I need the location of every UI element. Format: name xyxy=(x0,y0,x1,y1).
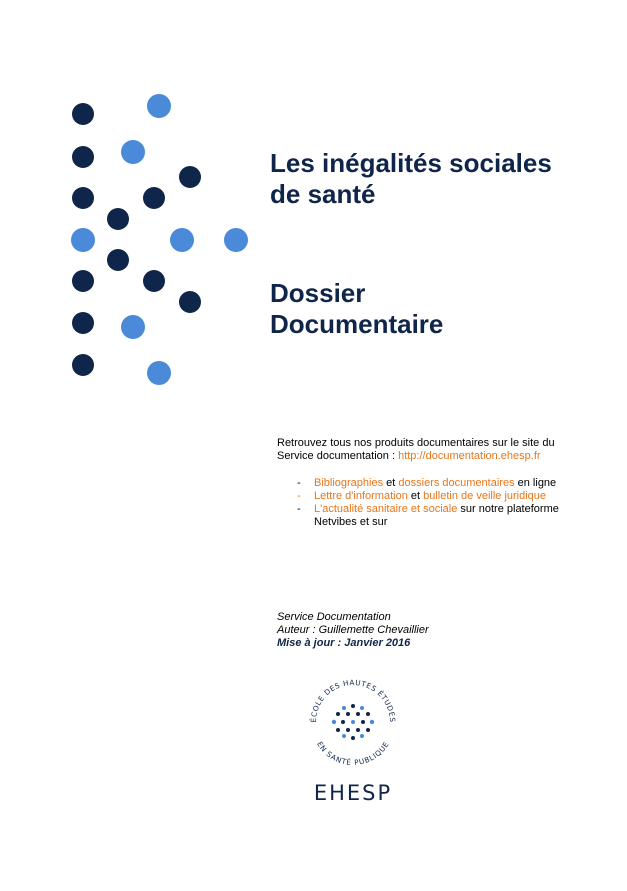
dot xyxy=(72,146,94,168)
document-meta xyxy=(277,611,607,650)
dot xyxy=(121,315,145,339)
dot xyxy=(179,291,201,313)
dot xyxy=(72,187,94,209)
dot xyxy=(107,249,129,271)
title-line-2: de santé xyxy=(270,179,376,209)
list-text: et xyxy=(407,490,424,502)
list-text: en ligne xyxy=(514,477,557,489)
update-date: Mise à jour : Janvier 2016 xyxy=(277,637,411,649)
dossiers-documentaires-link[interactable]: dossiers documentaires xyxy=(398,477,515,489)
list-text: Netvibes et sur xyxy=(314,516,388,528)
decorative-dot-pattern xyxy=(0,0,270,400)
intro-text xyxy=(277,437,607,463)
actualite-link[interactable]: L'actualité sanitaire et sociale xyxy=(314,503,458,515)
lettre-information-link[interactable]: Lettre d'information xyxy=(314,490,408,502)
service-name: Service Documentation xyxy=(277,611,391,623)
document-subtitle xyxy=(270,278,610,340)
document-title xyxy=(270,148,610,210)
list-text: et xyxy=(383,477,399,489)
logo-dot-cluster xyxy=(332,704,374,740)
bulletin-veille-link[interactable]: bulletin de veille juridique xyxy=(423,490,547,502)
site-url-link[interactable]: http://documentation.ehesp.fr xyxy=(398,450,541,462)
title-line-1: Les inégalités sociales xyxy=(270,148,552,178)
logo-ring-bottom: EN SANTÉ PUBLIQUE xyxy=(315,739,391,768)
dot xyxy=(147,361,171,385)
dot xyxy=(147,94,171,118)
list-text: sur notre plateforme xyxy=(457,503,559,515)
dot xyxy=(71,228,95,252)
dot xyxy=(143,187,165,209)
logo-ring-top: ÉCOLE DES HAUTES ÉTUDES xyxy=(308,677,398,723)
list-bullet: - xyxy=(297,503,301,515)
product-list xyxy=(277,477,607,529)
info-block xyxy=(277,437,607,529)
subtitle-line-1: Dossier xyxy=(270,278,366,308)
dot xyxy=(72,270,94,292)
intro-line-1: Retrouvez tous nos produits documentaires sur le site du xyxy=(277,437,555,449)
list-item xyxy=(277,477,607,490)
dot xyxy=(121,140,145,164)
subtitle-line-2: Documentaire xyxy=(270,309,444,339)
author-line: Auteur : Guillemette Chevaillier xyxy=(277,624,429,636)
intro-line-2: Service documentation : xyxy=(277,450,399,462)
list-item xyxy=(277,503,607,529)
list-bullet: - xyxy=(297,477,301,489)
dot xyxy=(72,312,94,334)
dot xyxy=(72,354,94,376)
bibliographies-link[interactable]: Bibliographies xyxy=(314,477,384,489)
dot xyxy=(179,166,201,188)
dot xyxy=(143,270,165,292)
list-item xyxy=(277,490,607,503)
dot xyxy=(170,228,194,252)
logo-wordmark: EHESP xyxy=(313,781,393,805)
list-bullet: - xyxy=(297,490,301,502)
dot xyxy=(107,208,129,230)
dot xyxy=(224,228,248,252)
dot xyxy=(72,103,94,125)
